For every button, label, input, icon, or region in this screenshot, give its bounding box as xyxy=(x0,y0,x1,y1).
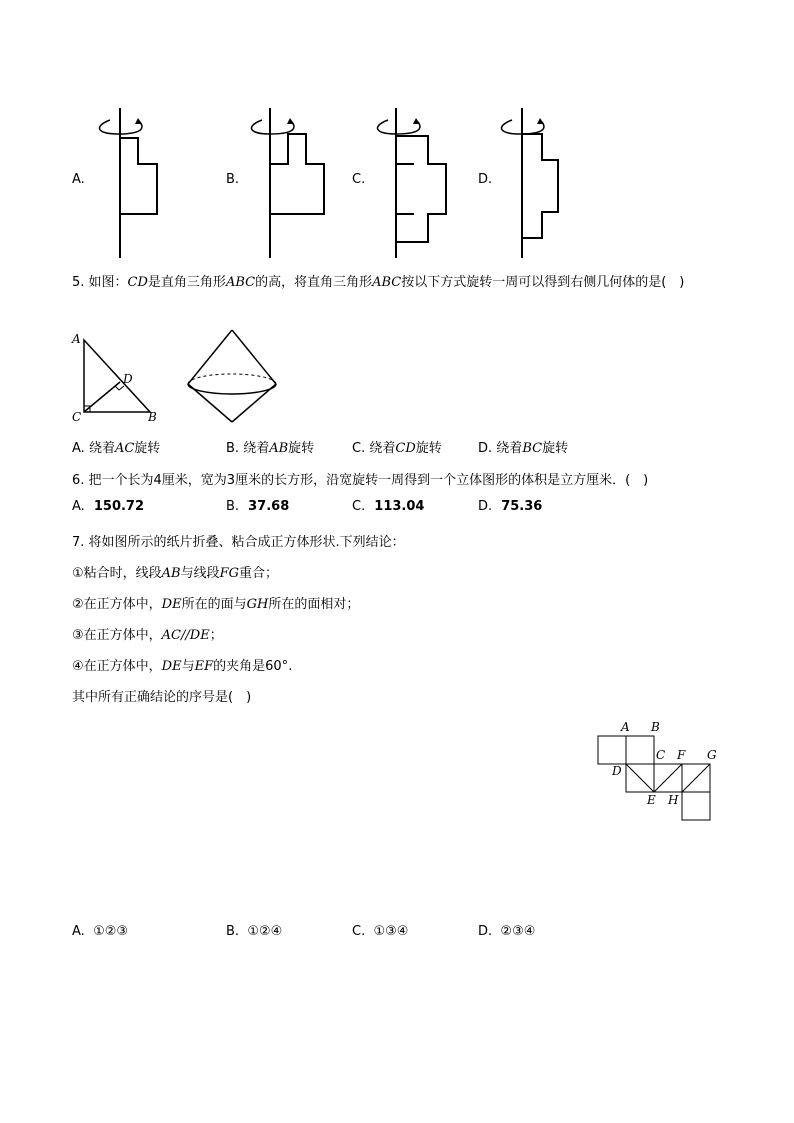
q5-option-a[interactable] xyxy=(72,437,160,456)
q4-option-c-label: C. xyxy=(352,172,366,187)
q4-option-b-figure[interactable] xyxy=(242,104,332,260)
option-value: ①②④ xyxy=(247,924,283,939)
s1-a: 粘合时，线段 xyxy=(83,566,162,581)
profile-shape xyxy=(270,134,324,214)
q5-stem-pre: 5. 如图： xyxy=(72,275,128,290)
q7-statement-2 xyxy=(72,593,359,612)
s1-c: 重合； xyxy=(239,566,279,581)
triangle-abc xyxy=(84,340,150,412)
net-label-e: E xyxy=(647,793,656,807)
s4-a: 在正方体中， xyxy=(83,659,162,674)
q7-option-d[interactable] xyxy=(478,924,535,939)
option-letter: B. xyxy=(226,441,240,456)
q5-option-d[interactable] xyxy=(478,437,568,456)
q5-stem xyxy=(72,271,684,290)
q4-option-d-label: D. xyxy=(478,172,493,187)
q6-option-a[interactable] xyxy=(72,499,144,514)
net-label-c: C xyxy=(656,748,666,762)
q5-stem-math-abc-2: ABC xyxy=(372,275,402,290)
q6-stem: 6. 把一个长为4厘米，宽为3厘米的长方形，沿宽旋转一周得到一个立体图形的体积是立方厘米．( ) xyxy=(72,473,649,488)
s4-math-ef: EF xyxy=(194,659,214,674)
q7-cube-net-figure xyxy=(596,718,720,822)
s4-angle: 60° xyxy=(265,659,289,674)
option-math: BC xyxy=(522,441,543,456)
s4-math-de: DE xyxy=(161,659,182,674)
q7-option-b[interactable] xyxy=(226,924,282,939)
s4-b: 与 xyxy=(181,659,195,674)
option-pre: 绕着 xyxy=(88,441,115,456)
net-label-b: B xyxy=(651,720,660,734)
option-math: CD xyxy=(395,441,416,456)
profile-shape xyxy=(522,134,558,238)
altitude-cd xyxy=(84,382,120,412)
option-letter: B. xyxy=(226,499,240,514)
q5-stem-math-abc-1: ABC xyxy=(225,275,256,290)
q7-statement-3 xyxy=(72,624,223,643)
s2-math-de: DE xyxy=(161,597,182,612)
q7-statement-4 xyxy=(72,655,292,674)
q6-option-b[interactable] xyxy=(226,499,289,514)
q4-option-a-label: A. xyxy=(72,172,85,187)
s1-b: 与线段 xyxy=(180,566,220,581)
q5-option-c[interactable] xyxy=(352,437,442,456)
option-value: ①②③ xyxy=(93,924,129,939)
net-label-g: G xyxy=(707,748,717,762)
option-value: 150.72 xyxy=(93,499,145,514)
s2-a: 在正方体中， xyxy=(83,597,162,612)
q5-option-b[interactable] xyxy=(226,437,314,456)
net-label-h: H xyxy=(668,793,679,807)
option-letter: A. xyxy=(72,499,85,514)
option-value: ①③④ xyxy=(373,924,409,939)
q4-option-b-label: B. xyxy=(226,172,240,187)
q5-stem-t3: 按以下方式旋转一周可以得到右侧几何体的是( ) xyxy=(401,275,685,290)
option-letter: B. xyxy=(226,924,240,939)
q4-option-a-figure[interactable] xyxy=(88,104,168,260)
s3-math-ac-de: AC//DE xyxy=(161,628,210,643)
option-letter: D. xyxy=(478,441,493,456)
statement-number: ④ xyxy=(72,659,84,674)
q5-stem-t2: 的高，将直角三角形 xyxy=(255,275,373,290)
s1-math-fg: FG xyxy=(219,566,240,581)
q4-option-c-figure[interactable] xyxy=(368,104,458,260)
point-label-d: D xyxy=(123,372,133,386)
q6-option-d[interactable] xyxy=(478,499,542,514)
option-value: ②③④ xyxy=(500,924,536,939)
option-post: 旋转 xyxy=(288,441,315,456)
profile-shape xyxy=(120,138,157,214)
q7-ask: 其中所有正确结论的序号是( ) xyxy=(72,690,252,705)
option-pre: 绕着 xyxy=(243,441,270,456)
statement-number: ③ xyxy=(72,628,84,643)
q5-triangle-figure xyxy=(70,332,170,428)
statement-number: ① xyxy=(72,566,84,581)
option-letter: D. xyxy=(478,924,493,939)
option-letter: D. xyxy=(478,499,493,514)
q5-stem-t1: 是直角三角形 xyxy=(147,275,226,290)
net-label-a: A xyxy=(621,720,630,734)
s3-b: ； xyxy=(209,628,223,643)
point-label-c: C xyxy=(72,410,82,424)
net-label-f: F xyxy=(677,748,686,762)
rotation-arrow-icon xyxy=(378,120,420,134)
s2-math-gh: GH xyxy=(246,597,269,612)
s2-c: 所在的面相对； xyxy=(268,597,360,612)
s1-math-ab: AB xyxy=(161,566,181,581)
option-value: 113.04 xyxy=(374,499,425,514)
q7-option-a[interactable] xyxy=(72,924,128,939)
q4-option-d-figure[interactable] xyxy=(494,104,574,260)
option-math: AC xyxy=(114,441,135,456)
point-label-b: B xyxy=(148,410,157,424)
s4-e: . xyxy=(288,659,293,674)
q5-stem-math-cd: CD xyxy=(127,275,148,290)
option-pre: 绕着 xyxy=(496,441,523,456)
statement-number: ② xyxy=(72,597,84,612)
q7-stem: 7. 将如图所示的纸片折叠、粘合成正方体形状.下列结论： xyxy=(72,535,405,550)
q5-double-cone-figure xyxy=(182,328,282,424)
option-post: 旋转 xyxy=(134,441,161,456)
s2-b: 所在的面与 xyxy=(181,597,247,612)
s3-a: 在正方体中， xyxy=(83,628,162,643)
option-letter: A. xyxy=(72,924,85,939)
option-letter: C. xyxy=(352,499,366,514)
rotation-arrow-icon xyxy=(252,120,294,134)
right-angle-mark-d xyxy=(115,386,124,390)
option-math: AB xyxy=(269,441,289,456)
option-letter: A. xyxy=(72,441,85,456)
q6-option-c[interactable] xyxy=(352,499,424,514)
option-letter: C. xyxy=(352,924,366,939)
point-label-a: A xyxy=(72,332,81,346)
q7-option-c[interactable] xyxy=(352,924,408,939)
net-label-d: D xyxy=(612,764,622,778)
option-post: 旋转 xyxy=(542,441,569,456)
option-value: 37.68 xyxy=(248,499,290,514)
profile-shape xyxy=(396,136,446,242)
option-post: 旋转 xyxy=(415,441,442,456)
q7-statement-1 xyxy=(72,562,278,581)
option-letter: C. xyxy=(352,441,366,456)
option-pre: 绕着 xyxy=(369,441,396,456)
s4-c: 的夹角是 xyxy=(213,659,266,674)
option-value: 75.36 xyxy=(501,499,543,514)
